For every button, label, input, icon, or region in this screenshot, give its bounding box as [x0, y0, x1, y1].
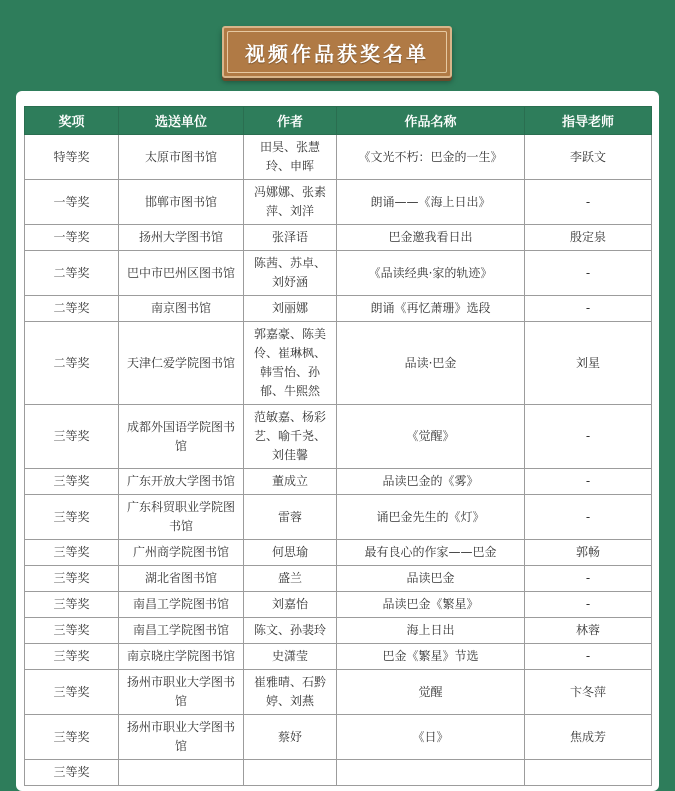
table-row: [25, 322, 652, 405]
award-cell: 三等奖: [25, 670, 119, 715]
award-cell: 三等奖: [25, 405, 119, 469]
awards-table: [24, 106, 652, 786]
award-cell: 三等奖: [25, 644, 119, 670]
table-row: [25, 566, 652, 592]
author-cell: 刘嘉怡: [244, 592, 337, 618]
teacher-cell: [525, 760, 652, 786]
work-cell: 《日》: [337, 715, 525, 760]
table-row: [25, 760, 652, 786]
award-cell: 二等奖: [25, 322, 119, 405]
header-unit: 选送单位: [119, 107, 244, 135]
table-row: [25, 670, 652, 715]
table-row: [25, 225, 652, 251]
unit-cell: 广东科贸职业学院图书馆: [119, 495, 244, 540]
header-teacher: 指导老师: [525, 107, 652, 135]
unit-cell: 巴中市巴州区图书馆: [119, 251, 244, 296]
table-row: [25, 495, 652, 540]
teacher-cell: 林蓉: [525, 618, 652, 644]
unit-cell: 成都外国语学院图书馆: [119, 405, 244, 469]
teacher-cell: -: [525, 644, 652, 670]
table-row: [25, 469, 652, 495]
teacher-cell: -: [525, 495, 652, 540]
unit-cell: 天津仁爱学院图书馆: [119, 322, 244, 405]
award-cell: 三等奖: [25, 715, 119, 760]
unit-cell: 南昌工学院图书馆: [119, 592, 244, 618]
teacher-cell: 刘星: [525, 322, 652, 405]
table-row: [25, 618, 652, 644]
unit-cell: 广州商学院图书馆: [119, 540, 244, 566]
table-body: [25, 135, 652, 786]
author-cell: 蔡妤: [244, 715, 337, 760]
header-award: 奖项: [25, 107, 119, 135]
unit-cell: 南京晓庄学院图书馆: [119, 644, 244, 670]
table-row: [25, 180, 652, 225]
table-row: [25, 592, 652, 618]
award-cell: 特等奖: [25, 135, 119, 180]
author-cell: 雷蓉: [244, 495, 337, 540]
award-cell: 一等奖: [25, 180, 119, 225]
award-cell: 三等奖: [25, 495, 119, 540]
title-banner: [222, 26, 452, 78]
author-cell: 盛兰: [244, 566, 337, 592]
teacher-cell: 殷定泉: [525, 225, 652, 251]
author-cell: 郭嘉豪、陈美伶、崔琳枫、韩雪怡、孙郁、牛熙然: [244, 322, 337, 405]
unit-cell: 湖北省图书馆: [119, 566, 244, 592]
award-cell: 三等奖: [25, 566, 119, 592]
author-cell: [244, 760, 337, 786]
work-cell: 朗诵——《海上日出》: [337, 180, 525, 225]
award-cell: 二等奖: [25, 251, 119, 296]
work-cell: 觉醒: [337, 670, 525, 715]
teacher-cell: -: [525, 405, 652, 469]
teacher-cell: -: [525, 251, 652, 296]
teacher-cell: -: [525, 566, 652, 592]
work-cell: 品读·巴金: [337, 322, 525, 405]
header-work: 作品名称: [337, 107, 525, 135]
page-title: 视频作品获奖名单: [245, 41, 429, 66]
table-row: [25, 644, 652, 670]
work-cell: 《觉醒》: [337, 405, 525, 469]
award-cell: 二等奖: [25, 296, 119, 322]
award-cell: 三等奖: [25, 592, 119, 618]
table-header-row: [25, 107, 652, 135]
award-cell: 三等奖: [25, 618, 119, 644]
unit-cell: 扬州市职业大学图书馆: [119, 670, 244, 715]
teacher-cell: 李跃文: [525, 135, 652, 180]
work-cell: 诵巴金先生的《灯》: [337, 495, 525, 540]
teacher-cell: 焦成芳: [525, 715, 652, 760]
author-cell: 张泽语: [244, 225, 337, 251]
author-cell: 冯娜娜、张素萍、刘洋: [244, 180, 337, 225]
unit-cell: [119, 760, 244, 786]
award-cell: 一等奖: [25, 225, 119, 251]
unit-cell: 南昌工学院图书馆: [119, 618, 244, 644]
author-cell: 陈文、孙裴玲: [244, 618, 337, 644]
header-author: 作者: [244, 107, 337, 135]
author-cell: 范敏嘉、杨彩艺、喻千尧、刘佳馨: [244, 405, 337, 469]
work-cell: 巴金《繁星》节选: [337, 644, 525, 670]
author-cell: 陈茜、苏卓、刘妤涵: [244, 251, 337, 296]
teacher-cell: -: [525, 296, 652, 322]
unit-cell: 邯郸市图书馆: [119, 180, 244, 225]
work-cell: 海上日出: [337, 618, 525, 644]
author-cell: 刘丽娜: [244, 296, 337, 322]
teacher-cell: -: [525, 469, 652, 495]
work-cell: [337, 760, 525, 786]
unit-cell: 太原市图书馆: [119, 135, 244, 180]
author-cell: 何思瑜: [244, 540, 337, 566]
author-cell: 董成立: [244, 469, 337, 495]
unit-cell: 南京图书馆: [119, 296, 244, 322]
unit-cell: 扬州大学图书馆: [119, 225, 244, 251]
work-cell: 朗诵《再忆萧珊》选段: [337, 296, 525, 322]
teacher-cell: 卞冬萍: [525, 670, 652, 715]
teacher-cell: -: [525, 180, 652, 225]
table-row: [25, 715, 652, 760]
unit-cell: 广东开放大学图书馆: [119, 469, 244, 495]
award-cell: 三等奖: [25, 540, 119, 566]
work-cell: 《品读经典·家的轨迹》: [337, 251, 525, 296]
table-row: [25, 251, 652, 296]
teacher-cell: 郭畅: [525, 540, 652, 566]
table-row: [25, 405, 652, 469]
author-cell: 田昊、张慧玲、申晖: [244, 135, 337, 180]
unit-cell: 扬州市职业大学图书馆: [119, 715, 244, 760]
author-cell: 史潇莹: [244, 644, 337, 670]
work-cell: 巴金邀我看日出: [337, 225, 525, 251]
table-row: [25, 296, 652, 322]
work-cell: 《文光不朽：巴金的一生》: [337, 135, 525, 180]
teacher-cell: -: [525, 592, 652, 618]
work-cell: 品读巴金《繁星》: [337, 592, 525, 618]
table-row: [25, 540, 652, 566]
author-cell: 崔雅晴、石黔婷、刘燕: [244, 670, 337, 715]
award-cell: 三等奖: [25, 469, 119, 495]
work-cell: 最有良心的作家——巴金: [337, 540, 525, 566]
work-cell: 品读巴金的《雾》: [337, 469, 525, 495]
award-cell: 三等奖: [25, 760, 119, 786]
work-cell: 品读巴金: [337, 566, 525, 592]
table-row: [25, 135, 652, 180]
